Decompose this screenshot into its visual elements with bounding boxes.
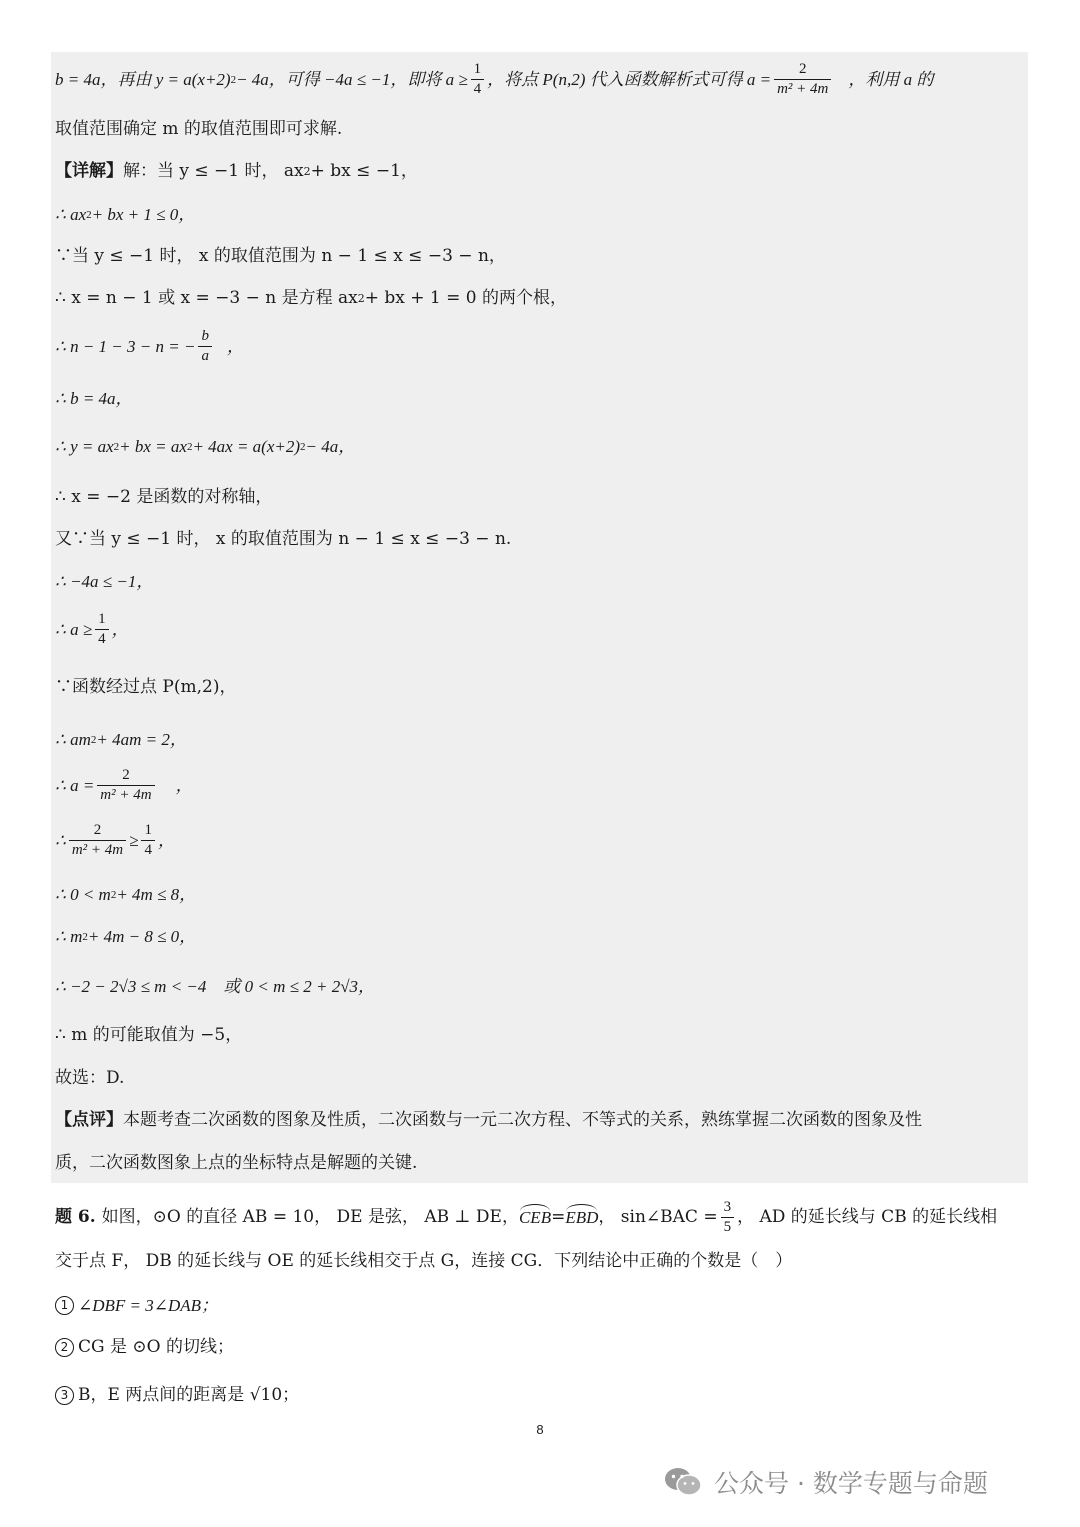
- comment-label: 【点评】: [55, 1110, 123, 1130]
- fraction-three-fifths: $\frac{3}{5}$: [721, 1200, 735, 1235]
- step-7: ∴ x = −2 是函数的对称轴，: [55, 487, 273, 507]
- text: − 4a，可得 −4a ≤ −1，即将 a ≥: [236, 70, 468, 89]
- step-3: ∴ x = n − 1 或 x = −3 − n 是方程 ax 2 + bx + 1 = 0 的两个根，: [55, 288, 567, 308]
- problem-6-line-2: 交于点 F， DB 的延长线与 OE 的延长线相交于点 G，连接 CG．下列结论中正确的个数是（ ）: [55, 1251, 793, 1271]
- text: ，利用 a 的: [848, 70, 934, 89]
- step-16: ∴ m 2 + 4m − 8 ≤ 0，: [55, 927, 197, 946]
- circled-number: 3: [55, 1386, 74, 1405]
- detail-line: 【详解】 解：当 y ≤ −1 时， ax 2 + bx ≤ −1，: [55, 161, 418, 181]
- problem-label: 题 6.: [55, 1207, 96, 1227]
- step-4: ∴ n − 1 − 3 − n = − $\frac{b}{a}$ ，: [55, 328, 244, 364]
- text: 解：当 y ≤ −1 时， ax: [123, 161, 304, 181]
- step-17: ∴ −2 − 2√3 ≤ m < −4 或 0 < m ≤ 2 + 2√3，: [55, 977, 376, 996]
- watermark-text: 公众号 · 数学专题与命题: [714, 1469, 988, 1498]
- step-18: ∴ m 的可能取值为 −5，: [55, 1025, 243, 1045]
- watermark: [664, 1462, 988, 1502]
- wechat-icon: [664, 1466, 702, 1498]
- step-13: ∴ a = $\frac{2}{\text{m² + 4m}}$ ，: [55, 767, 193, 803]
- option-1: 1 ∠DBF = 3∠DAB；: [55, 1296, 218, 1315]
- solution-line-2: 取值范围确定 m 的取值范围即可求解.: [55, 119, 343, 139]
- step-6: ∴ y = ax 2 + bx = ax 2 + 4ax = a(x+2) 2 − 4a，: [55, 437, 356, 456]
- problem-6-line-1: 题 6. 如图，⊙O 的直径 AB = 10， DE 是弦， AB ⊥ DE， CEB = EBD ， sin∠BAC = $\frac{3}{5}$ ， AD 的延长线与 CB 的延长线相: [55, 1199, 998, 1235]
- solution-line-1: b = 4a，再由 y = a(x+2) 2 − 4a，可得 −4a ≤ −1，即将 a ≥ $\frac{1}{4}$ ，将点 P(n,2) 代入函数解析式可得 a = $\frac{2}{\text{m² + 4m}}$ ，利用 a 的: [55, 61, 934, 97]
- circled-number: 2: [55, 1338, 74, 1357]
- fraction-b-over-a: $\frac{b}{a}$: [198, 329, 212, 364]
- comment-line-2: 质，二次函数图象上点的坐标特点是解题的关键.: [55, 1153, 418, 1173]
- step-5: ∴ b = 4a，: [55, 389, 133, 408]
- step-12: ∴ am 2 + 4am = 2，: [55, 730, 187, 749]
- step-2: ∵当 y ≤ −1 时， x 的取值范围为 n − 1 ≤ x ≤ −3 − n，: [55, 246, 506, 266]
- solution-box: [51, 52, 1028, 1183]
- text: + bx ≤ −1，: [310, 161, 418, 181]
- page-number: 8: [536, 1422, 544, 1437]
- comment-line-1: [55, 1112, 922, 1129]
- step-10: ∴ a ≥ $\frac{1}{4}$ ，: [55, 611, 129, 647]
- text: 本题考查二次函数的图象及性质，二次函数与一元二次方程、不等式的关系，熟练掌握二次函数的图象及性: [123, 1110, 922, 1130]
- fraction-two-over: $\frac{2}{\text{m² + 4m}}$: [69, 823, 126, 858]
- fraction-one-quarter: $\frac{1}{4}$: [471, 62, 485, 97]
- arc-ebd: EBD: [565, 1208, 599, 1227]
- step-19: 故选：D.: [55, 1068, 125, 1088]
- step-9: ∴ −4a ≤ −1，: [55, 572, 154, 591]
- circled-number: 1: [55, 1296, 74, 1315]
- fraction-one-quarter: $\frac{1}{4}$: [95, 612, 109, 647]
- text: b = 4a，再由 y = a(x+2): [55, 70, 231, 89]
- fraction-two-over: $\frac{2}{\text{m² + 4m}}$: [774, 62, 831, 97]
- text: ，将点 P(n,2) 代入函数解析式可得 a =: [487, 70, 772, 89]
- fraction-one-quarter: $\frac{1}{4}$: [141, 823, 155, 858]
- step-15: ∴ 0 < m 2 + 4m ≤ 8，: [55, 885, 197, 904]
- option-2: 2 CG 是 ⊙O 的切线；: [55, 1338, 234, 1357]
- arc-ceb: CEB: [518, 1208, 552, 1227]
- step-14: ∴ $\frac{2}{\text{m² + 4m}}$ ≥ $\frac{1}{4}$ ，: [55, 822, 175, 858]
- detail-label: 【详解】: [55, 161, 123, 181]
- step-1: ∴ ax 2 + bx + 1 ≤ 0，: [55, 205, 196, 224]
- step-11: ∵函数经过点 P(m,2)，: [55, 677, 237, 697]
- option-3: 3 B，E 两点间的距离是 √10；: [55, 1386, 299, 1405]
- text: 如图，⊙O 的直径 AB = 10， DE 是弦， AB ⊥ DE，: [101, 1207, 519, 1227]
- fraction-two-over: $\frac{2}{\text{m² + 4m}}$: [97, 768, 154, 803]
- step-8: 又∵当 y ≤ −1 时， x 的取值范围为 n − 1 ≤ x ≤ −3 − n.: [55, 529, 512, 549]
